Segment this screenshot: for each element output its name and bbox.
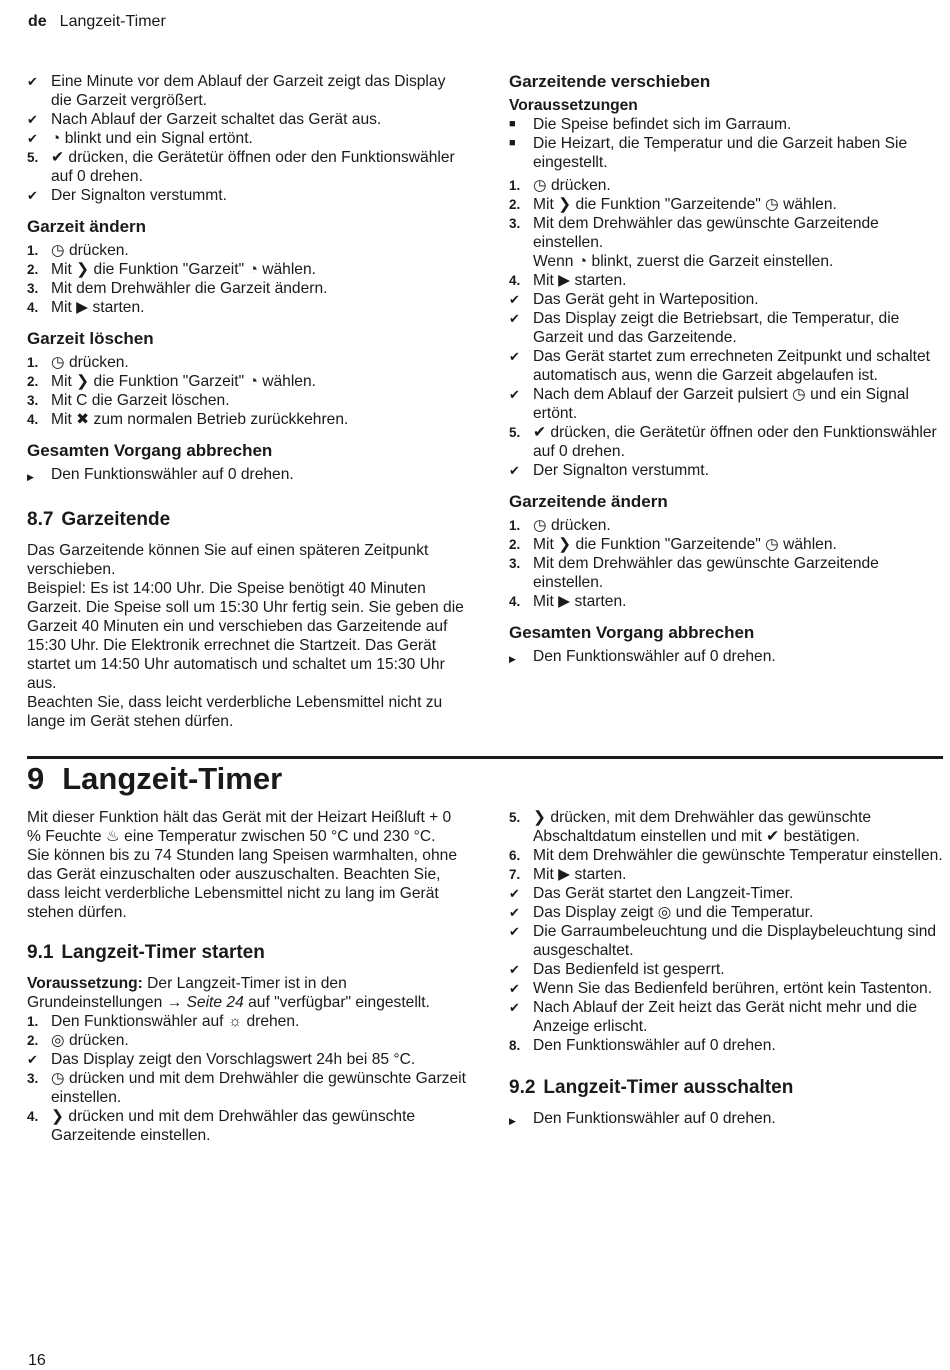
list-item: [27, 129, 467, 148]
list-item-text: Den Funktionswähler auf 0 drehen.: [533, 1037, 776, 1054]
list-item: [27, 391, 467, 410]
section-title: [27, 942, 467, 964]
list-item: [509, 423, 947, 461]
step-number: 7.: [509, 867, 521, 882]
section-title-text: Langzeit-Timer ausschalten: [543, 1077, 794, 1098]
paragraph: Beachten Sie, dass leicht verderbliche Lebensmittel nicht zu lange im Gerät stehen dürfen.: [27, 694, 443, 730]
list-item-text: Mit dem Drehwähler das gewünschte Garzeitende einstellen.: [533, 215, 879, 251]
list-item-text: Das Display zeigt den Vorschlagswert 24h bei 85 °C.: [51, 1051, 416, 1068]
list-item-text: Das Gerät startet zum errechneten Zeitpunkt und schaltet automatisch aus, wenn die Garzeit abgelaufen ist.: [533, 348, 930, 384]
list-item-text: Eine Minute vor dem Ablauf der Garzeit zeigt das Display die Garzeit vergrößert.: [51, 73, 446, 109]
list-item: [509, 115, 947, 134]
list-item-text: Mit ✖ zum normalen Betrieb zurückkehren.: [51, 411, 349, 428]
list-item-text: Das Gerät geht in Warteposition.: [533, 291, 759, 308]
list-item-text: Mit ▶ starten.: [533, 272, 627, 289]
list-item-text: ◷ drücken.: [533, 517, 611, 534]
left-column-top: [27, 72, 467, 731]
list-item: [509, 252, 947, 271]
list-item: [509, 554, 947, 592]
step-number: 2.: [27, 262, 39, 277]
step-number: 4.: [509, 273, 521, 288]
list-item-text: Den Funktionswähler auf ☼ drehen.: [51, 1013, 300, 1030]
list-item: [509, 176, 947, 195]
prerequisite-label: Voraussetzung:: [27, 975, 143, 992]
section-title: [27, 509, 467, 531]
list-item: [509, 214, 947, 252]
step-number: 4.: [27, 1109, 39, 1124]
page-number: 16: [28, 1352, 46, 1369]
page-link[interactable]: Seite 24: [186, 994, 244, 1011]
list-item: [27, 1031, 467, 1050]
list-item: [509, 808, 947, 846]
header-title: Langzeit-Timer: [59, 13, 166, 30]
prerequisite: Voraussetzung: Der Langzeit-Timer ist in den Grundeinstellungen → Seite 24 auf "verfügbar" eingestellt.: [27, 975, 430, 1011]
list-item-text: Nach dem Ablauf der Garzeit pulsiert ◷ und ein Signal ertönt.: [533, 386, 909, 422]
list-item-text: Den Funktionswähler auf 0 drehen.: [533, 1110, 776, 1127]
step-number: 2.: [27, 374, 39, 389]
list-item-text: Mit ❯ die Funktion "Garzeit" ◔ wählen.: [51, 261, 316, 278]
step-number: 2.: [509, 197, 521, 212]
right-column-top: [509, 72, 947, 669]
section-title: [509, 1077, 947, 1099]
list-item: [509, 309, 947, 347]
triangle-bullet-icon: ▶: [509, 654, 516, 664]
step-number: 8.: [509, 1038, 521, 1053]
check-icon: ✔: [27, 131, 38, 146]
paragraph: Das Garzeitende können Sie auf einen späteren Zeitpunkt verschieben.: [27, 542, 429, 578]
check-icon: ✔: [509, 311, 520, 326]
section-heading-garzeit-loeschen: Garzeit löschen: [27, 329, 154, 348]
list-item: [509, 271, 947, 290]
list-item-text: Die Heizart, die Temperatur und die Garzeit haben Sie eingestellt.: [533, 135, 908, 171]
check-icon: ✔: [509, 349, 520, 364]
section-heading-abbrechen: Gesamten Vorgang abbrechen: [27, 441, 273, 460]
step-number: 2.: [509, 537, 521, 552]
language-code: de: [28, 13, 47, 30]
list-item: [27, 410, 467, 429]
list-item: [27, 148, 467, 186]
list-item: [509, 347, 947, 385]
left-column-bottom: [27, 808, 467, 1145]
list-item: [509, 134, 947, 172]
list-item: [509, 922, 947, 960]
section-number: 9.1: [27, 942, 54, 963]
step-list: [509, 516, 947, 611]
list-item: [27, 241, 467, 260]
step-list: [509, 176, 947, 480]
check-icon: ✔: [509, 886, 520, 901]
step-number: 2.: [27, 1033, 39, 1048]
list-item-text: Mit C die Garzeit löschen.: [51, 392, 230, 409]
list-item: [509, 903, 947, 922]
check-icon: ✔: [509, 387, 520, 402]
list-item: [509, 385, 947, 423]
list-item: [509, 1036, 947, 1055]
list-item: [27, 186, 467, 205]
check-icon: ✔: [27, 112, 38, 127]
step-list: [27, 241, 467, 317]
check-icon: ✔: [27, 74, 38, 89]
section-title-text: Langzeit-Timer starten: [61, 942, 265, 963]
list-item-text: Das Bedienfeld ist gesperrt.: [533, 961, 725, 978]
list-item: [27, 1069, 467, 1107]
check-icon: ✔: [509, 962, 520, 977]
list-item-text: ◷ drücken und mit dem Drehwähler die gewünschte Garzeit einstellen.: [51, 1070, 466, 1106]
list-item: [509, 960, 947, 979]
step-number: 1.: [27, 243, 39, 258]
list-item: [27, 372, 467, 391]
list-item: [27, 1050, 467, 1069]
step-number: 4.: [509, 594, 521, 609]
list-item-text: Nach Ablauf der Zeit heizt das Gerät nicht mehr und die Anzeige erlischt.: [533, 999, 917, 1035]
list-item: [27, 72, 467, 110]
list-item: [509, 535, 947, 554]
list-item: [509, 865, 947, 884]
list-item: [509, 647, 947, 669]
list-item: [27, 110, 467, 129]
step-number: 6.: [509, 848, 521, 863]
list-item: [509, 979, 947, 998]
check-icon: ✔: [509, 981, 520, 996]
paragraph: Sie können bis zu 74 Stunden lang Speisen warmhalten, ohne das Gerät einzuschalten oder auszuschalten. Beachten Sie, dass leicht verderbliche Lebensmittel nicht zu lang im Gerät stehen dürfen.: [27, 847, 457, 921]
list-item-text: Wenn ◔ blinkt, zuerst die Garzeit einstellen.: [533, 253, 834, 270]
step-list: [27, 1012, 467, 1145]
list-item-text: Mit dem Drehwähler die Garzeit ändern.: [51, 280, 328, 297]
list-item: [27, 279, 467, 298]
list-item-text: Mit ▶ starten.: [51, 299, 145, 316]
list-item-text: Das Gerät startet den Langzeit-Timer.: [533, 885, 794, 902]
list-item-text: ◷ drücken.: [533, 177, 611, 194]
page-header: [28, 13, 166, 31]
check-icon: ✔: [509, 924, 520, 939]
section-title-text: Garzeitende: [61, 509, 171, 530]
step-number: 3.: [509, 556, 521, 571]
section-number: 8.7: [27, 509, 54, 530]
right-column-bottom: [509, 808, 947, 1131]
step-list: [27, 72, 467, 205]
square-bullet-icon: ■: [509, 137, 516, 149]
list-item: [509, 1109, 947, 1131]
section-number: 9.2: [509, 1077, 536, 1098]
list-item-text: Die Garraumbeleuchtung und die Displaybeleuchtung sind ausgeschaltet.: [533, 923, 937, 959]
list-item-text: Nach Ablauf der Garzeit schaltet das Gerät aus.: [51, 111, 382, 128]
list-item-text: Mit ❯ die Funktion "Garzeitende" ◷ wählen.: [533, 196, 837, 213]
step-list: [509, 808, 947, 1055]
step-number: 3.: [509, 216, 521, 231]
list-item-text: ◷ drücken.: [51, 354, 129, 371]
chapter-title-text: Langzeit-Timer: [62, 761, 283, 796]
list-item-text: ✔ drücken, die Gerätetür öffnen oder den Funktionswähler auf 0 drehen.: [533, 424, 937, 460]
check-icon: ✔: [509, 905, 520, 920]
subheading-voraussetzungen: Voraussetzungen: [509, 97, 638, 114]
list-item-text: ❯ drücken, mit dem Drehwähler das gewünschte Abschaltdatum einstellen und mit ✔ bestätigen.: [533, 809, 872, 845]
step-number: 3.: [27, 393, 39, 408]
list-item: [509, 195, 947, 214]
check-icon: ✔: [509, 1000, 520, 1015]
step-number: 1.: [509, 178, 521, 193]
paragraph: Mit dieser Funktion hält das Gerät mit der Heizart Heißluft + 0 % Feuchte ♨ eine Temperatur zwischen 50 °C und 230 °C.: [27, 809, 452, 845]
list-item-text: Den Funktionswähler auf 0 drehen.: [533, 648, 776, 665]
section-heading-garzeitende-aendern: Garzeitende ändern: [509, 492, 668, 511]
list-item: [27, 260, 467, 279]
step-number: 5.: [509, 425, 521, 440]
list-item-text: Mit ▶ starten.: [533, 593, 627, 610]
step-number: 1.: [27, 355, 39, 370]
check-icon: ✔: [27, 1052, 38, 1067]
paragraph: Beispiel: Es ist 14:00 Uhr. Die Speise benötigt 40 Minuten Garzeit. Die Speise soll um 15:30 Uhr fertig sein. Sie geben die Garzeit 40 Minuten ein und verschieben das Garzeitende auf 15:30 Uhr. Die Elektronik errechnet die Startzeit. Das Gerät startet um 14:50 Uhr automatisch und schaltet um 15:30 Uhr aus.: [27, 580, 464, 692]
list-item: [27, 465, 467, 487]
list-item: [509, 884, 947, 903]
list-item: [27, 298, 467, 317]
list-item: [27, 353, 467, 372]
list-item-text: Wenn Sie das Bedienfeld berühren, ertönt kein Tastenton.: [533, 980, 933, 997]
section-heading-garzeit-aendern: Garzeit ändern: [27, 217, 147, 236]
square-bullet-icon: ■: [509, 118, 516, 130]
list-item: [509, 290, 947, 309]
list-item: [27, 1107, 467, 1145]
step-number: 4.: [27, 300, 39, 315]
list-item: [27, 1012, 467, 1031]
check-icon: ✔: [27, 188, 38, 203]
list-item-text: Den Funktionswähler auf 0 drehen.: [51, 466, 294, 483]
step-number: 3.: [27, 281, 39, 296]
triangle-bullet-icon: ▶: [27, 472, 34, 482]
list-item: [509, 461, 947, 480]
section-heading-verschieben: Garzeitende verschieben: [509, 72, 711, 91]
step-number: 1.: [509, 518, 521, 533]
list-item-text: Der Signalton verstummt.: [51, 187, 227, 204]
chapter-title: [27, 759, 282, 799]
step-list: [27, 353, 467, 429]
list-item: [509, 516, 947, 535]
list-item-text: ◷ drücken.: [51, 242, 129, 259]
section-heading-abbrechen: Gesamten Vorgang abbrechen: [509, 623, 755, 642]
list-item-text: Mit ▶ starten.: [533, 866, 627, 883]
check-icon: ✔: [509, 463, 520, 478]
list-item: [509, 998, 947, 1036]
list-item-text: Das Display zeigt ◎ und die Temperatur.: [533, 904, 814, 921]
check-icon: ✔: [509, 292, 520, 307]
list-item-text: Mit dem Drehwähler die gewünschte Temperatur einstellen.: [533, 847, 943, 864]
list-item: [509, 846, 947, 865]
chapter-number: 9: [27, 761, 45, 796]
step-number: 3.: [27, 1071, 39, 1086]
step-number: 4.: [27, 412, 39, 427]
triangle-bullet-icon: ▶: [509, 1116, 516, 1126]
list-item-text: Mit ❯ die Funktion "Garzeit" ◔ wählen.: [51, 373, 316, 390]
list-item-text: Mit ❯ die Funktion "Garzeitende" ◷ wählen.: [533, 536, 837, 553]
list-item-text: ✔ drücken, die Gerätetür öffnen oder den Funktionswähler auf 0 drehen.: [51, 149, 455, 185]
step-number: 5.: [509, 810, 521, 825]
list-item-text: Der Signalton verstummt.: [533, 462, 709, 479]
list-item-text: ◔ blinkt und ein Signal ertönt.: [51, 130, 253, 147]
step-number: 1.: [27, 1014, 39, 1029]
list-item-text: ◎ drücken.: [51, 1032, 129, 1049]
list-item-text: Das Display zeigt die Betriebsart, die Temperatur, die Garzeit und das Garzeitende.: [533, 310, 900, 346]
step-number: 5.: [27, 150, 39, 165]
list-item-text: Mit dem Drehwähler das gewünschte Garzeitende einstellen.: [533, 555, 879, 591]
list-item: [509, 592, 947, 611]
list-item-text: Die Speise befindet sich im Garraum.: [533, 116, 792, 133]
list-item-text: ❯ drücken und mit dem Drehwähler das gewünschte Garzeitende einstellen.: [51, 1108, 416, 1144]
